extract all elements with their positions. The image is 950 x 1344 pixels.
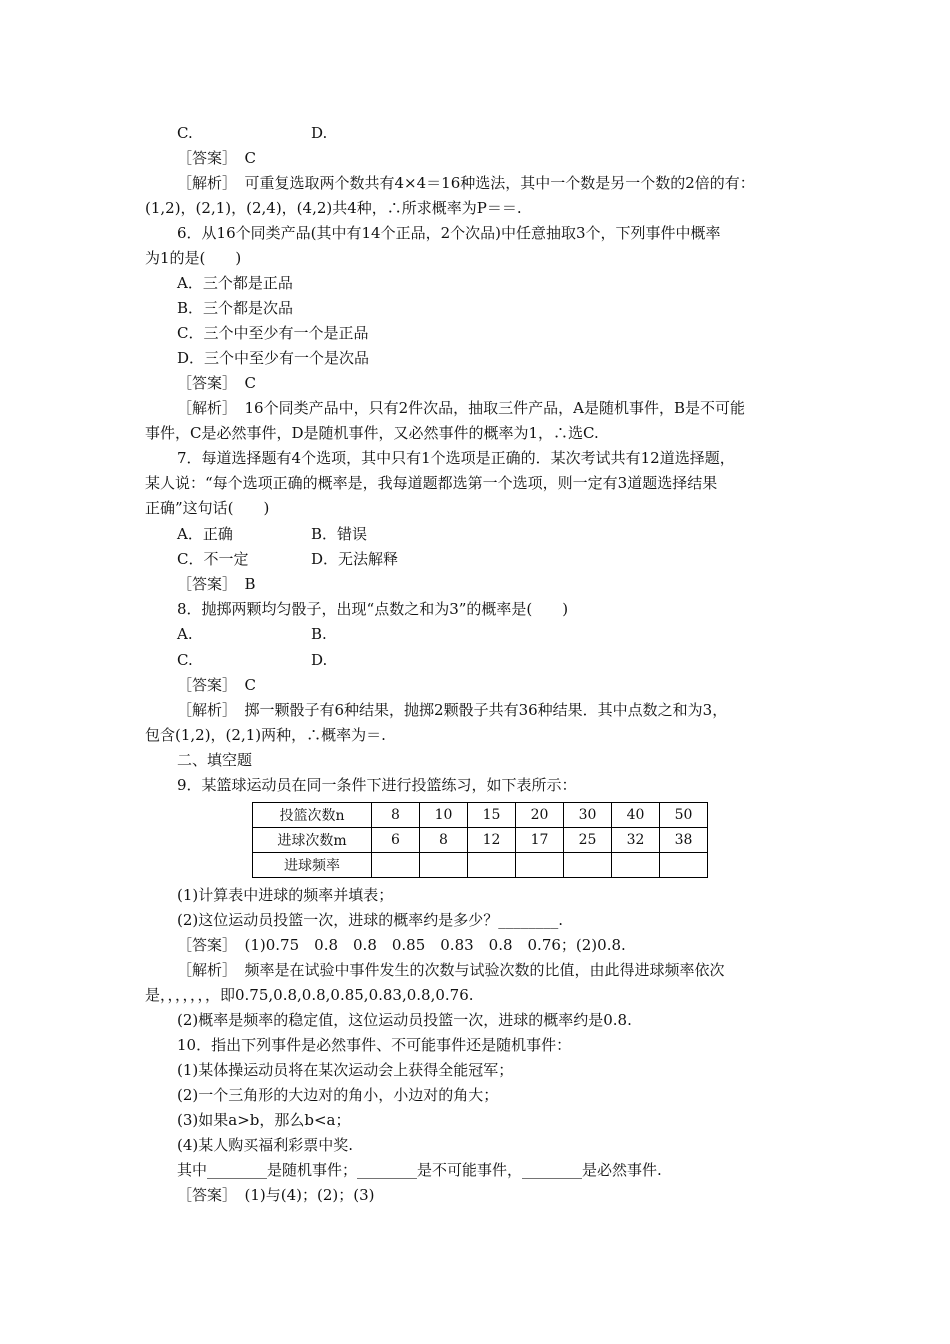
option-d: D．无法解释 (311, 550, 399, 568)
section-heading: 二、填空题 (177, 751, 253, 769)
option-a: A．三个都是正品 (177, 274, 293, 292)
option-a: A．正确 (177, 525, 233, 543)
answer-line: ［答案］ B (177, 575, 256, 593)
analysis-line: 包含(1,2)，(2,1)两种，∴概率为＝. (145, 726, 386, 744)
table-cell (612, 853, 660, 878)
fill-blank-line: 其中________是随机事件；________是不可能事件，________是必然事件. (177, 1161, 662, 1179)
table-cell: 8 (420, 828, 468, 853)
question-8: 8．抛掷两颗均匀骰子，出现“点数之和为3”的概率是( ) (177, 600, 569, 618)
option-c: C. (177, 124, 193, 142)
table-cell: 40 (612, 803, 660, 828)
analysis-line: 是，，，，，，，即0.75,0.8,0.8,0.85,0.83,0.8,0.76. (145, 986, 474, 1004)
analysis-line: 事件，C是必然事件，D是随机事件，又必然事件的概率为1，∴选C. (145, 424, 599, 442)
table-cell (660, 853, 708, 878)
question-10: 10．指出下列事件是必然事件、不可能事件还是随机事件： (177, 1036, 572, 1054)
table-cell: 8 (372, 803, 420, 828)
option-b: B．三个都是次品 (177, 299, 294, 317)
analysis-line: ［解析］ 可重复选取两个数共有4×4＝16种选法，其中一个数是另一个数的2倍的有： (177, 174, 755, 192)
question-7: 7．每道选择题有4个选项，其中只有1个选项是正确的．某次考试共有12道选择题， (177, 449, 735, 467)
question-6: 6．从16个同类产品(其中有14个正品，2个次品)中任意抽取3个，下列事件中概率 (177, 224, 721, 242)
option-d: D．三个中至少有一个是次品 (177, 349, 370, 367)
option-c: C. (177, 651, 193, 669)
table-cell (516, 853, 564, 878)
table-cell: 50 (660, 803, 708, 828)
list-item: (3)如果a>b，那么b<a； (177, 1111, 351, 1129)
table-cell: 12 (468, 828, 516, 853)
table-cell (468, 853, 516, 878)
option-b: B. (311, 625, 327, 643)
table-cell: 17 (516, 828, 564, 853)
row-header: 进球次数m (253, 828, 372, 853)
sub-question: (2)这位运动员投篮一次，进球的概率约是多少？________. (177, 911, 564, 929)
option-d: D. (311, 651, 328, 669)
table-cell: 38 (660, 828, 708, 853)
answer-line: ［答案］ C (177, 676, 256, 694)
row-header: 投篮次数n (253, 803, 372, 828)
table-row (253, 828, 708, 853)
table-cell (372, 853, 420, 878)
answer-line: ［答案］ (1)与(4)；(2)；(3) (177, 1186, 375, 1204)
option-c: C．不一定 (177, 550, 249, 568)
table-cell: 20 (516, 803, 564, 828)
list-item: (4)某人购买福利彩票中奖. (177, 1136, 354, 1154)
table-cell: 6 (372, 828, 420, 853)
analysis-line: (2)概率是频率的稳定值，这位运动员投篮一次，进球的概率约是0.8. (177, 1011, 632, 1029)
list-item: (1)某体操运动员将在某次运动会上获得全能冠军； (177, 1061, 514, 1079)
answer-line: ［答案］ C (177, 149, 256, 167)
option-d: D. (311, 124, 328, 142)
question-6-cont: 为1的是( ) (145, 249, 242, 267)
analysis-line: ［解析］ 掷一颗骰子有6种结果，抛掷2颗骰子共有36种结果．其中点数之和为3， (177, 701, 728, 719)
option-b: B．错误 (311, 525, 368, 543)
table-cell: 15 (468, 803, 516, 828)
table-cell: 25 (564, 828, 612, 853)
table-cell (420, 853, 468, 878)
answer-line: ［答案］ (1)0.75 0.8 0.8 0.85 0.83 0.8 0.76；(2)0.8. (177, 936, 626, 954)
question-7-cont: 正确”这句话( ) (145, 499, 270, 517)
analysis-line: ［解析］ 频率是在试验中事件发生的次数与试验次数的比值，由此得进球频率依次 (177, 961, 725, 979)
table-cell: 32 (612, 828, 660, 853)
table-cell: 10 (420, 803, 468, 828)
question-9: 9．某篮球运动员在同一条件下进行投篮练习，如下表所示： (177, 776, 577, 794)
sub-question: (1)计算表中进球的频率并填表； (177, 886, 394, 904)
table-cell: 30 (564, 803, 612, 828)
list-item: (2)一个三角形的大边对的角小，小边对的角大； (177, 1086, 499, 1104)
analysis-line: (1,2)，(2,1)，(2,4)，(4,2)共4种，∴所求概率为P＝＝. (145, 199, 522, 217)
option-a: A. (177, 625, 193, 643)
table-row (253, 853, 708, 878)
shooting-table (252, 802, 708, 878)
question-7-cont: 某人说：“每个选项正确的概率是，我每道题都选第一个选项，则一定有3道题选择结果 (145, 474, 718, 492)
table-row (253, 803, 708, 828)
analysis-line: ［解析］ 16个同类产品中，只有2件次品，抽取三件产品，A是随机事件，B是不可能 (177, 399, 745, 417)
table-cell (564, 853, 612, 878)
option-c: C．三个中至少有一个是正品 (177, 324, 369, 342)
row-header: 进球频率 (253, 853, 372, 878)
answer-line: ［答案］ C (177, 374, 256, 392)
